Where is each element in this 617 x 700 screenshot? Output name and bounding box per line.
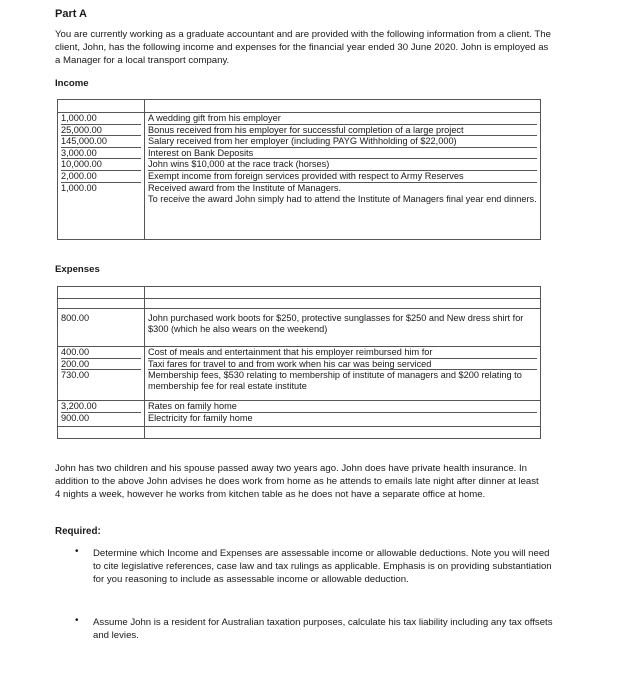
income-description: Interest on Bank Deposits — [148, 148, 537, 160]
intro-paragraph: You are currently working as a graduate accountant and are provided with the following information from a client. The client, John, has the following income and expenses for the financial year ended 30 June 2020. John is employed as a Manager for a local transport company. — [55, 29, 551, 66]
expenses-header-cell-amount — [58, 287, 145, 299]
expenses-footer-cell — [58, 427, 145, 439]
expenses-heading: Expenses — [55, 264, 100, 275]
expense-amount: 400.00 — [61, 347, 141, 359]
expense-amount: 900.00 — [61, 412, 90, 423]
income-description: Received award from the Institute of Managers. — [148, 182, 342, 193]
bullet-dot: • — [75, 546, 79, 557]
income-header-cell-amount — [58, 100, 145, 113]
income-description: A wedding gift from his employer — [148, 113, 537, 125]
income-amount: 1,000.00 — [61, 113, 141, 125]
income-amount: 1,000.00 — [61, 182, 97, 193]
required-bullet-1: Determine which Income and Expenses are assessable income or allowable deductions. Note you will need to cite legislative references, case law and tax rulings as applicable. Emphasis is on providing substantiation for you reasoning to include as assessable income or allowable deduction. — [93, 548, 552, 585]
expense-description: Electricity for family home — [148, 412, 253, 423]
income-description: Salary received from her employer (including PAYG Withholding of $22,000) — [148, 136, 537, 148]
part-heading: Part A — [55, 8, 87, 20]
expenses-header-cell-description — [145, 287, 541, 299]
expenses-table — [57, 286, 541, 439]
expense-descriptions-cell — [145, 401, 541, 427]
expense-description: Membership fees, $530 relating to membership of institute of managers and $200 relating to membership fee for real estate institute — [148, 370, 522, 391]
expense-amount: 3,200.00 — [61, 401, 141, 413]
income-amount: 10,000.00 — [61, 159, 141, 171]
expense-amount: 800.00 — [58, 309, 145, 347]
expense-amount: 730.00 — [61, 370, 90, 381]
income-amount: 25,000.00 — [61, 125, 141, 137]
income-header-cell-description — [145, 100, 541, 113]
expense-descriptions-cell — [145, 347, 541, 401]
required-heading: Required: — [55, 526, 101, 537]
required-bullet-2: Assume John is a resident for Australian taxation purposes, calculate his tax liability including any tax offsets and levies. — [93, 617, 553, 641]
expense-amounts-cell — [58, 347, 145, 401]
circumstances-paragraph: John has two children and his spouse passed away two years ago. John does have private health insurance. In addition to the above John advises he does work from home as he attends to emails late night after dinner at least 4 nights a week, however he works from kitchen table as he does not have a separate office at home. — [55, 463, 539, 500]
income-amount: 145,000.00 — [61, 136, 141, 148]
expense-description: Rates on family home — [148, 401, 537, 413]
income-heading: Income — [55, 78, 89, 89]
income-amount: 2,000.00 — [61, 171, 141, 183]
expenses-spacer-cell — [145, 299, 541, 309]
bullet-dot: • — [75, 615, 79, 626]
expenses-spacer-cell — [58, 299, 145, 309]
expense-amounts-cell — [58, 401, 145, 427]
income-description: To receive the award John simply had to attend the Institute of Managers final year end dinners. — [148, 194, 537, 205]
expense-description: Taxi fares for travel to and from work when his car was being serviced — [148, 359, 537, 371]
income-amount: 3,000.00 — [61, 148, 141, 160]
income-descriptions-cell — [145, 113, 541, 240]
income-description: Exempt income from foreign services provided with respect to Army Reserves — [148, 171, 537, 183]
income-amounts-cell — [58, 113, 145, 240]
expense-description: John purchased work boots for $250, protective sunglasses for $250 and New dress shirt for $300 (which he also wears on the weekend) — [145, 309, 541, 347]
expense-description: Cost of meals and entertainment that his employer reimbursed him for — [148, 347, 537, 359]
income-table — [57, 99, 541, 240]
income-description: Bonus received from his employer for successful completion of a large project — [148, 125, 537, 137]
expense-amount: 200.00 — [61, 359, 141, 371]
expenses-footer-cell — [145, 427, 541, 439]
income-description: John wins $10,000 at the race track (horses) — [148, 159, 537, 171]
